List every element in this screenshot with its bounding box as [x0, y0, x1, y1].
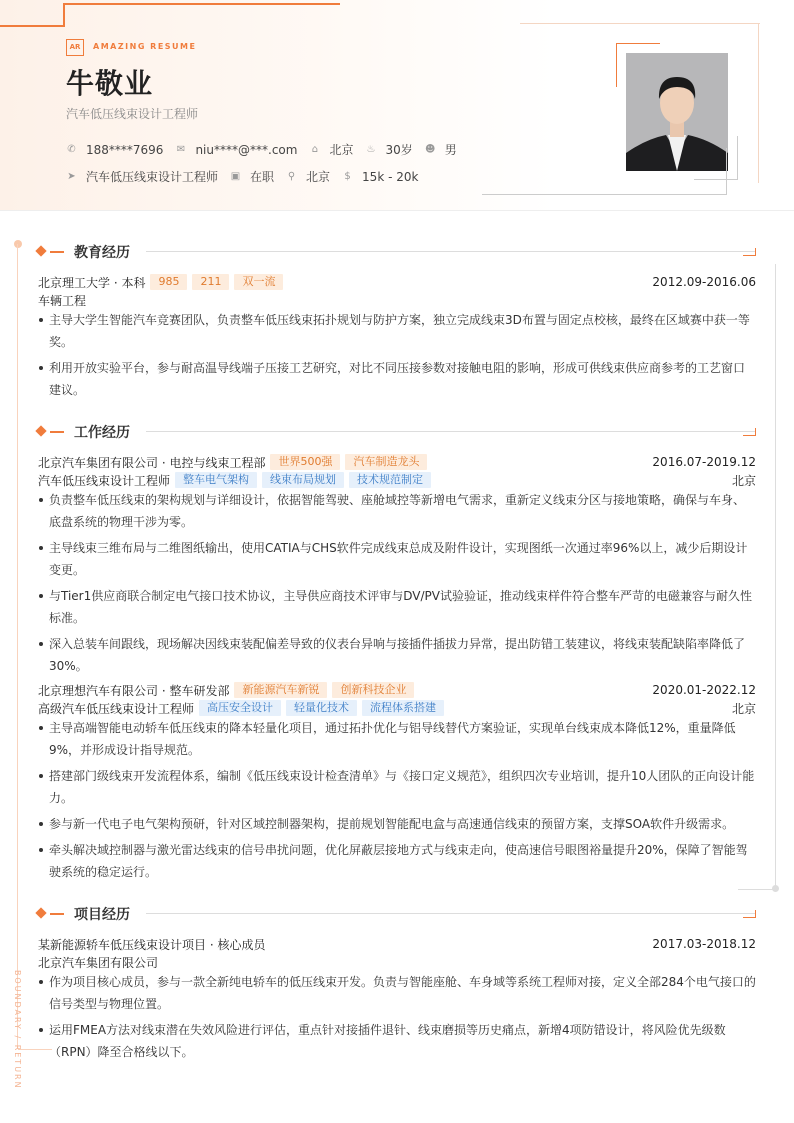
- tag: 整车电气架构: [175, 472, 257, 488]
- photo-frame: [616, 43, 660, 44]
- portrait-image: [626, 53, 728, 171]
- resume-header: [0, 0, 794, 211]
- tag: 211: [192, 274, 229, 290]
- section-work-header: [37, 422, 756, 442]
- right-rail: [738, 889, 776, 890]
- list-item: 主导线束三维布局与二维图纸输出，使用CATIA与CHS软件完成线束总成及附件设计，实现图纸一次通过率96%以上，减少后期设计变更。: [38, 537, 756, 581]
- org-name: 北京汽车集团有限公司: [38, 955, 159, 970]
- decor-line: [0, 25, 64, 27]
- brand-text: AMAZING RESUME: [93, 42, 197, 51]
- list-item: 运用FMEA方法对线束潜在失效风险进行评估，重点针对接插件退针、线束磨损等历史痛点，新增4项防错设计，将风险优先级数（RPN）降至合格线以下。: [38, 1019, 756, 1063]
- list-item: 参与新一代电子电气架构预研，针对区域控制器架构，提前规划智能配电盒与高速通信线束的预留方案，支撑SOA软件升级需求。: [38, 813, 756, 835]
- section-project-header: [37, 904, 756, 924]
- decor-line: [63, 3, 65, 27]
- project-name: 某新能源轿车低压线束设计项目 · 核心成员: [38, 937, 266, 952]
- info-city: ⌂ 北京: [309, 141, 353, 158]
- list-item: 利用开放实验平台，参与耐高温导线端子压接工艺研究，对比不同压接参数对接触电阻的影响，形成可供线束供应商参考的工艺窗口建议。: [38, 357, 756, 401]
- date-range: 2012.09-2016.06: [652, 275, 756, 289]
- gender-icon: ☻: [425, 144, 436, 155]
- section-dash: [50, 251, 64, 253]
- info-target: ➤ 汽车低压线束设计工程师: [67, 170, 219, 184]
- vertical-watermark: BOUNDARY / RETURN: [13, 970, 22, 1090]
- list-item: 主导高端智能电动轿车低压线束的降本轻量化项目，通过拓扑优化与铝导线替代方案验证，实现单台线束成本降低12%，重量降低9%，并形成设计指导规范。: [38, 717, 756, 761]
- candidate-name: 牛敬业: [66, 67, 154, 100]
- photo-frame: [737, 136, 738, 180]
- info-age: ♨ 30岁: [366, 143, 413, 157]
- rail-dot: [14, 240, 22, 248]
- photo-frame: [726, 148, 727, 195]
- location-pin-icon: ⚲: [287, 171, 296, 182]
- decor-line: [758, 23, 759, 183]
- date-range: 2016.07-2019.12: [652, 455, 756, 469]
- tag: 高压安全设计: [199, 700, 281, 716]
- city: 北京: [731, 701, 756, 716]
- info-location: ⚲ 北京: [287, 170, 331, 184]
- list-item: 作为项目核心成员，参与一款全新纯电轿车的低压线束开发。负责与智能座舱、车身域等系统工程师对接，定义全部284个电气接口的信号类型与物理位置。: [38, 971, 756, 1015]
- decor-line: [520, 23, 760, 24]
- job-intent-row: [66, 168, 430, 185]
- section-divider: [146, 913, 756, 914]
- decor-line: [63, 3, 340, 5]
- info-status: ▣ 在职: [230, 170, 275, 184]
- tag: 双一流: [234, 274, 283, 290]
- tag: 新能源汽车新锐: [234, 682, 327, 698]
- money-icon: $: [344, 171, 351, 182]
- city: 北京: [731, 473, 756, 488]
- corner-icon: [743, 428, 756, 436]
- tag: 流程体系搭建: [362, 700, 444, 716]
- diamond-icon: [35, 245, 46, 256]
- phone-icon: ✆: [67, 144, 76, 155]
- tag: 汽车制造龙头: [345, 454, 427, 470]
- section-title: 项目经历: [74, 907, 130, 923]
- photo-frame: [616, 43, 617, 87]
- left-rail: [17, 244, 18, 1049]
- photo-frame: [694, 179, 738, 180]
- tag: 世界500强: [270, 454, 340, 470]
- company-name: 北京汽车集团有限公司 · 电控与线束工程部: [38, 455, 266, 470]
- info-gender: ☻ 男: [425, 143, 457, 157]
- job-title: 汽车低压线束设计工程师: [66, 107, 199, 121]
- tag: 创新科技企业: [332, 682, 414, 698]
- role-name: 高级汽车低压线束设计工程师: [38, 701, 195, 716]
- date-range: 2017.03-2018.12: [652, 937, 756, 951]
- job-role-line: [38, 699, 756, 717]
- section-dash: [50, 913, 64, 915]
- right-rail: [775, 264, 776, 887]
- job-role-line: [38, 471, 756, 489]
- project-entry-header: [38, 935, 756, 953]
- job-entry-header: [38, 681, 756, 699]
- section-dash: [50, 431, 64, 433]
- list-item: 主导大学生智能汽车竞赛团队，负责整车低压线束拓扑规划与防护方案，独立完成线束3D布置与固定点校核，最终在区域赛中获一等奖。: [38, 309, 756, 353]
- corner-icon: [743, 248, 756, 256]
- logo: AR: [66, 39, 84, 56]
- photo-frame: [482, 194, 726, 195]
- mail-icon: ✉: [176, 144, 186, 155]
- diamond-icon: [35, 425, 46, 436]
- send-icon: ➤: [67, 171, 76, 182]
- tag: 技术规范制定: [349, 472, 431, 488]
- company-name: 北京理想汽车有限公司 · 整车研发部: [38, 683, 230, 698]
- school-name: 北京理工大学 · 本科: [38, 275, 146, 290]
- education-major: [38, 291, 756, 309]
- diamond-icon: [35, 907, 46, 918]
- tag: 985: [150, 274, 187, 290]
- info-phone: ✆ 188****7696: [67, 142, 164, 157]
- contact-row: [66, 141, 469, 158]
- project-org: [38, 953, 756, 971]
- major-text: 车辆工程: [38, 293, 87, 308]
- list-item: 搭建部门级线束开发流程体系，编制《低压线束设计检查清单》与《接口定义规范》，组织四次专业培训，提升10人团队的正向设计能力。: [38, 765, 756, 809]
- avatar-photo: [626, 53, 728, 171]
- list-item: 深入总装车间跟线，现场解决因线束装配偏差导致的仪表台异响与接插件插拔力异常，提出防错工装建议，将线束装配缺陷率降低了30%。: [38, 633, 756, 677]
- section-divider: [146, 251, 756, 252]
- rail-dot: [772, 885, 779, 892]
- list-item: 负责整车低压线束的架构规划与详细设计，依据智能驾驶、座舱域控等新增电气需求，重新定义线束分区与接地策略，确保与车身、底盘系统的物理干涉为零。: [38, 489, 756, 533]
- home-icon: ⌂: [311, 144, 319, 155]
- info-salary: $ 15k - 20k: [342, 170, 418, 184]
- job-entry-header: [38, 453, 756, 471]
- briefcase-icon: ▣: [230, 171, 241, 182]
- section-title: 工作经历: [74, 425, 130, 441]
- tag: 轻量化技术: [286, 700, 357, 716]
- section-education-header: [37, 242, 756, 262]
- section-title: 教育经历: [74, 245, 130, 261]
- date-range: 2020.01-2022.12: [652, 683, 756, 697]
- section-divider: [146, 431, 756, 432]
- education-entry-header: [38, 273, 756, 291]
- role-name: 汽车低压线束设计工程师: [38, 473, 171, 488]
- tag: 线束布局规划: [262, 472, 344, 488]
- list-item: 与Tier1供应商联合制定电气接口技术协议，主导供应商技术评审与DV/PV试验验证，推动线束样件符合整车严苛的电磁兼容与耐久性标准。: [38, 585, 756, 629]
- cake-icon: ♨: [366, 144, 376, 155]
- list-item: 牵头解决域控制器与激光雷达线束的信号串扰问题，优化屏蔽层接地方式与线束走向，使高速信号眼图裕量提升20%，保障了智能驾驶系统的稳定运行。: [38, 839, 756, 883]
- corner-icon: [743, 910, 756, 918]
- info-email: ✉ niu****@***.com: [176, 142, 298, 157]
